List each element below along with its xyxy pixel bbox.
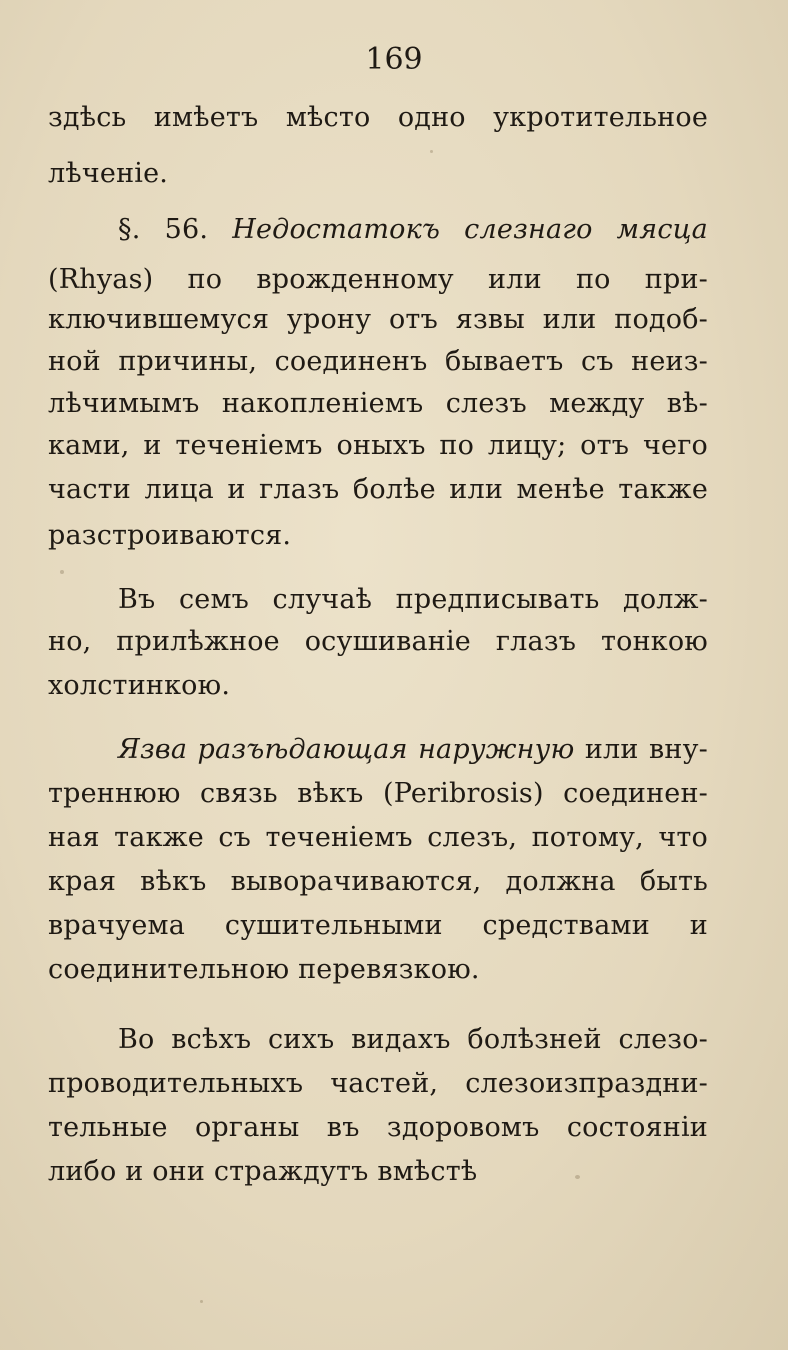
text-line: Въ семъ случаѣ предписывать долж- xyxy=(118,584,708,615)
text-line: (Rhyas) по врожденному или по при- xyxy=(48,264,708,295)
text-line: тельные органы въ здоровомъ состояніи xyxy=(48,1112,708,1143)
italic-term: Язва разъѣдающая наружную xyxy=(118,734,575,765)
text-line: либо и они страждутъ вмѣстѣ xyxy=(48,1156,478,1187)
paper-speck xyxy=(200,1300,203,1303)
text-span: или вну- xyxy=(584,734,709,765)
section-heading-line xyxy=(118,210,708,250)
section-title: Недостатокъ слезнаго мясца xyxy=(232,214,708,245)
text-line: треннюю связь вѣкъ (Peribrosis) соединен- xyxy=(48,778,708,809)
text-line: лѣченіе. xyxy=(48,158,169,189)
paper-speck xyxy=(60,570,64,574)
text-line: здѣсь имѣетъ мѣсто одно укротительное xyxy=(48,102,708,133)
text-line: соединительною перевязкою. xyxy=(48,954,480,985)
text-line: но, прилѣжное осушиваніе глазъ тонкою xyxy=(48,626,708,657)
text-line: края вѣкъ выворачиваются, должна быть xyxy=(48,866,708,897)
text-line: врачуема сушительными средствами и xyxy=(48,910,708,941)
text-line: проводительныхъ частей, слезоизпраздни- xyxy=(48,1068,708,1099)
text-line: ключившемуся урону отъ язвы или подоб- xyxy=(48,304,708,335)
text-line xyxy=(118,730,708,770)
paper-speck xyxy=(575,1175,580,1179)
text-line: ная также съ теченіемъ слезъ, потому, что xyxy=(48,822,708,853)
text-line: ной причины, соединенъ бываетъ съ неиз- xyxy=(48,346,708,377)
text-line: ками, и теченіемъ оныхъ по лицу; отъ чего xyxy=(48,430,708,461)
text-line: разстроиваются. xyxy=(48,520,292,551)
page-number: 169 xyxy=(365,42,423,77)
text-line: части лица и глазъ болѣе или менѣе также xyxy=(48,474,708,505)
text-line: Во всѣхъ сихъ видахъ болѣзней слезо- xyxy=(118,1024,708,1055)
text-line: лѣчимымъ накопленіемъ слезъ между вѣ- xyxy=(48,388,708,419)
paper-speck xyxy=(430,150,433,153)
text-line: холстинкою. xyxy=(48,670,231,701)
section-number: §. 56. xyxy=(118,214,209,245)
